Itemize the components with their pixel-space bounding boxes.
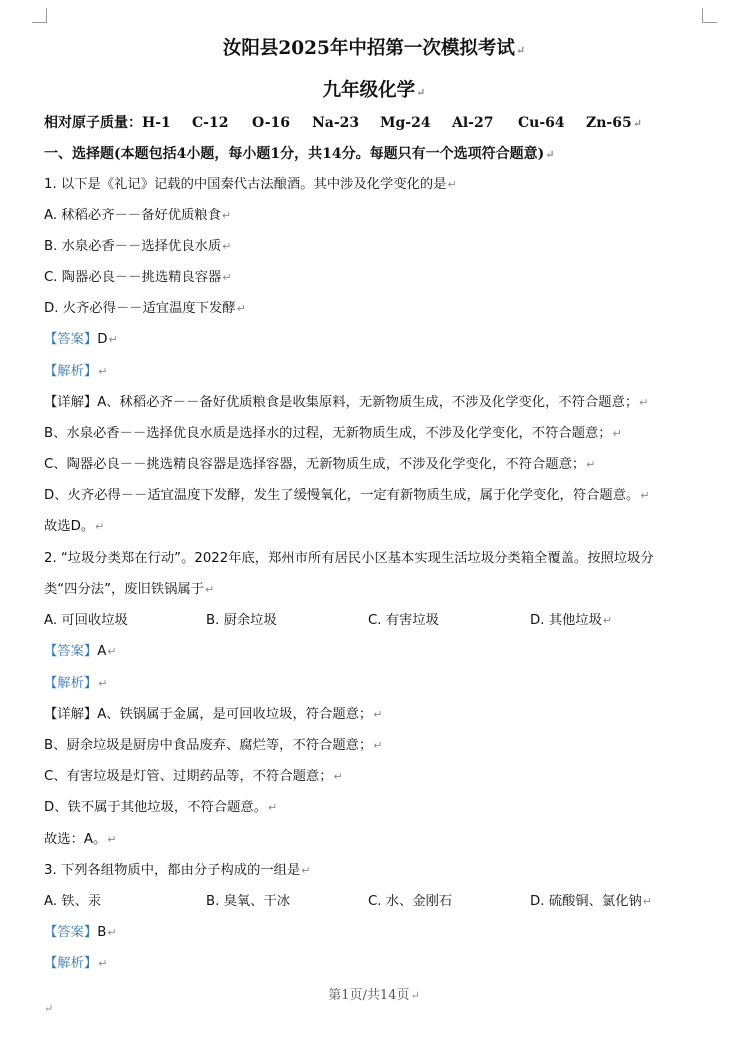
q3-option-c: C. 水、金刚石 xyxy=(368,894,453,909)
answer-tag: 【答案】 xyxy=(44,332,98,347)
q2-detail-b: B、厨余垃圾是厨房中食品废弃、腐烂等，不符合题意；↵ xyxy=(44,738,383,753)
q1-option-a: A. 秫稻必齐－－备好优质粮食↵ xyxy=(44,208,232,223)
q1-option-c: C. 陶器必良－－挑选精良容器↵ xyxy=(44,270,232,285)
q3-answer: 【答案】B↵ xyxy=(44,925,117,940)
atomic-masses: 相对原子质量：H-1 C-12 O-16 Na-23 Mg-24 Al-27 Cu-64 Zn-65↵ xyxy=(44,115,642,131)
atomic-mass-item: O-16 xyxy=(252,115,291,131)
q1-stem: 1. 以下是《礼记》记载的中国秦代古法酿酒。其中涉及化学变化的是↵ xyxy=(44,177,457,192)
q2-answer: 【答案】A↵ xyxy=(44,644,117,659)
page-corner-top-left xyxy=(32,8,47,23)
q2-analysis: 【解析】↵ xyxy=(44,676,108,691)
answer-tag: 【答案】 xyxy=(44,925,98,940)
q1-detail-a: 【详解】A、秫稻必齐－－备好优质粮食是收集原料，无新物质生成，不涉及化学变化，不符合题意；↵ xyxy=(44,395,649,410)
exam-title: 汝阳县2025年中招第一次模拟考试↵ xyxy=(222,38,526,59)
paragraph-mark: ↵ xyxy=(44,1002,54,1015)
atomic-mass-item: Zn-65 xyxy=(586,115,632,131)
atomic-mass-item: Mg-24 xyxy=(380,115,431,131)
q2-conclusion: 故选：A。↵ xyxy=(44,832,117,847)
exam-subtitle: 九年级化学↵ xyxy=(322,80,426,101)
q1-detail-d: D、火齐必得－－适宜温度下发酵，发生了缓慢氧化，一定有新物质生成，属于化学变化，符合题意。↵ xyxy=(44,488,650,503)
detail-tag: 【详解】 xyxy=(44,707,98,722)
q2-option-b: B. 厨余垃圾 xyxy=(206,613,277,628)
analysis-tag: 【解析】 xyxy=(44,676,98,691)
atomic-mass-item: C-12 xyxy=(192,115,229,131)
q2-detail-d: D、铁不属于其他垃圾，不符合题意。↵ xyxy=(44,800,278,815)
q1-analysis: 【解析】↵ xyxy=(44,364,108,379)
page-corner-top-right xyxy=(702,8,717,23)
atomic-mass-item: H-1 xyxy=(142,115,171,131)
q3-analysis: 【解析】↵ xyxy=(44,956,108,971)
paragraph-mark: ↵ xyxy=(416,86,426,99)
q2-stem-line2: 类“四分法”，废旧铁锅属于↵ xyxy=(44,582,215,597)
atomic-mass-item: Cu-64 xyxy=(518,115,565,131)
q3-stem: 3. 下列各组物质中，都由分子构成的一组是↵ xyxy=(44,863,311,878)
q3-options: A. 铁、汞 B. 臭氧、干冰 C. 水、金刚石 D. 硫酸铜、氯化钠 ↵ xyxy=(44,892,714,912)
q1-conclusion: 故选D。↵ xyxy=(44,519,105,534)
q2-option-c: C. 有害垃圾 xyxy=(368,613,439,628)
paragraph-mark: ↵ xyxy=(515,44,526,57)
q3-option-b: B. 臭氧、干冰 xyxy=(206,894,291,909)
q2-option-d: D. 其他垃圾 xyxy=(530,613,602,628)
page-footer: 第1页/共14页↵ xyxy=(328,988,420,1003)
q3-option-a: A. 铁、汞 xyxy=(44,894,102,909)
section-heading: 一、选择题(本题包括4小题，每小题1分，共14分。每题只有一个选项符合题意)↵ xyxy=(44,146,555,162)
atomic-mass-item: Al-27 xyxy=(452,115,494,131)
q1-option-d: D. 火齐必得－－适宜温度下发酵↵ xyxy=(44,301,246,316)
q2-options: A. 可回收垃圾 B. 厨余垃圾 C. 有害垃圾 D. 其他垃圾 ↵ xyxy=(44,611,714,631)
q2-stem-line1: 2. “垃圾分类郑在行动”。2022年底，郑州市所有居民小区基本实现生活垃圾分类箱全覆盖。按照垃圾分 xyxy=(44,551,654,566)
q2-detail-c: C、有害垃圾是灯管、过期药品等，不符合题意；↵ xyxy=(44,769,343,784)
q1-detail-b: B、水泉必香－－选择优良水质是选择水的过程，无新物质生成，不涉及化学变化，不符合题意；↵ xyxy=(44,426,622,441)
q3-option-d: D. 硫酸铜、氯化钠 xyxy=(530,894,642,909)
atomic-mass-item: Na-23 xyxy=(312,115,360,131)
q1-option-b: B. 水泉必香－－选择优良水质↵ xyxy=(44,239,232,254)
q1-answer: 【答案】D↵ xyxy=(44,332,118,347)
q2-option-a: A. 可回收垃圾 xyxy=(44,613,128,628)
q1-detail-c: C、陶器必良－－挑选精良容器是选择容器，无新物质生成，不涉及化学变化，不符合题意；↵ xyxy=(44,457,596,472)
analysis-tag: 【解析】 xyxy=(44,956,98,971)
q2-detail-a: 【详解】A、铁锅属于金属，是可回收垃圾，符合题意；↵ xyxy=(44,707,383,722)
detail-tag: 【详解】 xyxy=(44,395,98,410)
answer-tag: 【答案】 xyxy=(44,644,98,659)
analysis-tag: 【解析】 xyxy=(44,364,98,379)
